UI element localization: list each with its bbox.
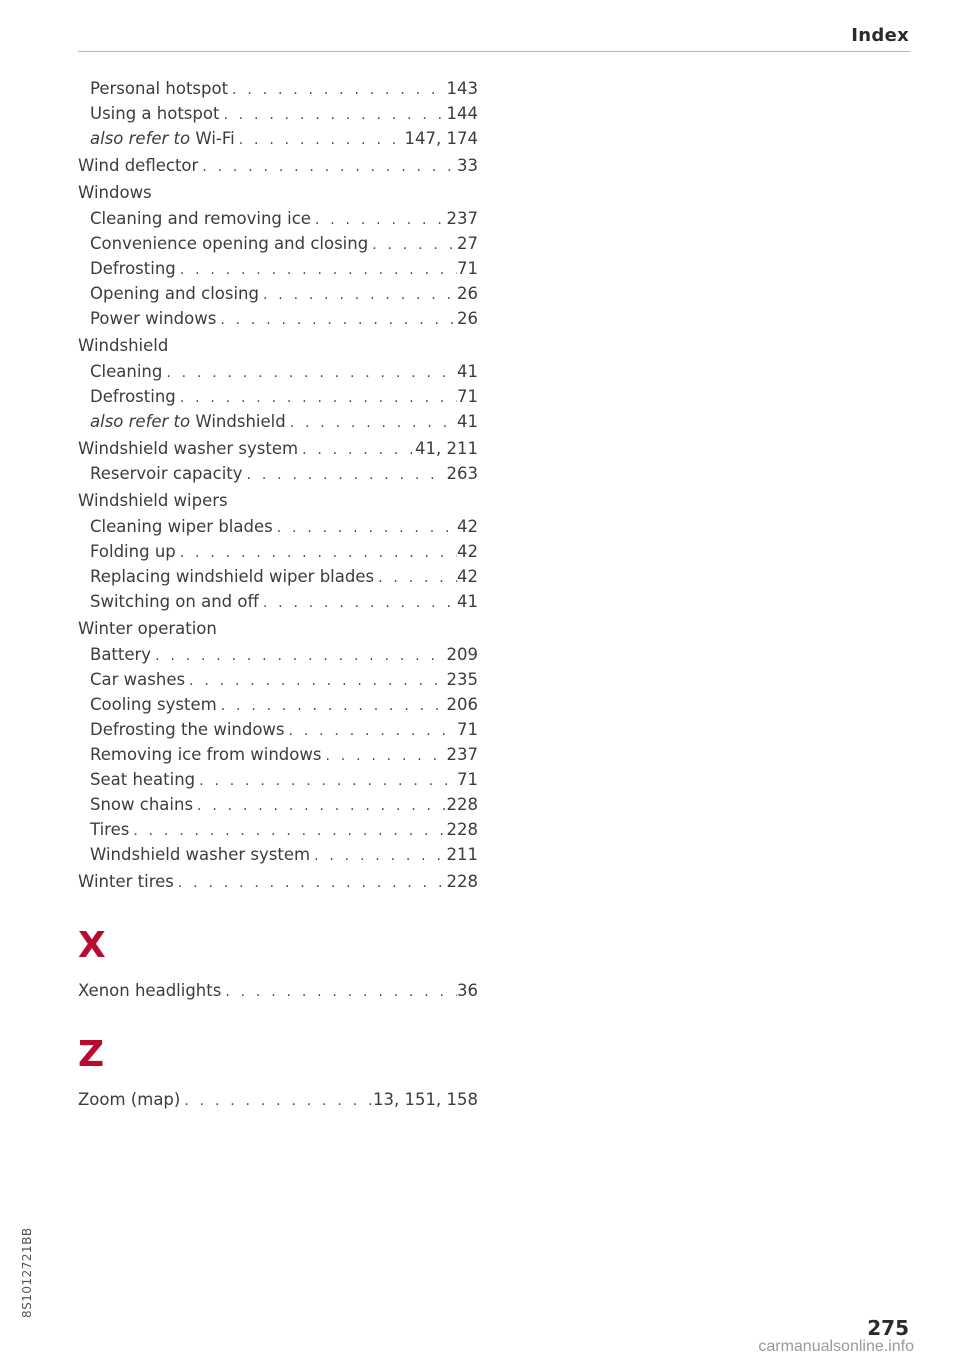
page-reference: 41 bbox=[457, 412, 478, 431]
entry-term-text: Tires bbox=[90, 820, 130, 839]
entry-term-text: Windshield wipers bbox=[78, 491, 228, 510]
section-letter: X bbox=[78, 925, 106, 966]
entry-term-text: Wi-Fi bbox=[195, 129, 235, 148]
entry-term bbox=[90, 539, 176, 564]
page-reference: 33 bbox=[457, 156, 478, 175]
entry-term bbox=[90, 589, 259, 614]
cross-reference-prefix: also refer to bbox=[90, 412, 191, 431]
entry-term-text: Xenon headlights bbox=[78, 981, 222, 1000]
index-entry bbox=[78, 514, 478, 539]
dot-leader bbox=[193, 794, 446, 817]
entry-term-text: Folding up bbox=[90, 542, 176, 561]
entry-term bbox=[90, 792, 193, 817]
entry-term bbox=[90, 231, 368, 256]
dot-leader bbox=[228, 78, 446, 101]
index-entry bbox=[78, 589, 478, 614]
entry-term bbox=[90, 76, 228, 101]
index-heading bbox=[78, 616, 478, 642]
entry-term-text: Personal hotspot bbox=[90, 79, 229, 98]
entry-term-text: Windshield bbox=[78, 336, 169, 355]
page-reference: 237 bbox=[446, 209, 478, 228]
page-reference: 41 bbox=[457, 592, 478, 611]
page-reference: 209 bbox=[446, 645, 478, 664]
entry-term bbox=[90, 842, 310, 867]
page-reference: 237 bbox=[446, 745, 478, 764]
page-reference: 71 bbox=[457, 259, 478, 278]
index-entry bbox=[78, 281, 478, 306]
entry-term-text: Defrosting bbox=[90, 259, 176, 278]
dot-leader bbox=[176, 386, 457, 409]
page-reference: 42 bbox=[457, 517, 478, 536]
entry-term bbox=[78, 869, 174, 894]
index-heading bbox=[78, 488, 478, 514]
page-reference: 26 bbox=[457, 284, 478, 303]
page-reference: 235 bbox=[446, 670, 478, 689]
entry-term-text: Car washes bbox=[90, 670, 186, 689]
page-reference: 211 bbox=[446, 845, 478, 864]
index-entry bbox=[78, 792, 478, 817]
entry-term bbox=[78, 978, 221, 1003]
index-entry bbox=[78, 256, 478, 281]
index-entry bbox=[78, 231, 478, 256]
dot-leader bbox=[176, 258, 457, 281]
entry-term bbox=[78, 1087, 180, 1112]
dot-leader bbox=[311, 208, 447, 231]
entry-term-text: Replacing windshield wiper blades bbox=[90, 567, 375, 586]
index-entry bbox=[78, 717, 478, 742]
entry-term bbox=[90, 306, 216, 331]
section-letter: Z bbox=[78, 1034, 105, 1075]
entry-term bbox=[78, 153, 198, 178]
entry-term-text: Winter operation bbox=[78, 619, 217, 638]
entry-term bbox=[90, 717, 285, 742]
page-reference: 71 bbox=[457, 720, 478, 739]
index-entry bbox=[78, 539, 478, 564]
index-entry bbox=[78, 436, 478, 461]
cross-reference-prefix: also refer to bbox=[90, 129, 191, 148]
entry-term bbox=[90, 206, 311, 231]
entry-term-text: Seat heating bbox=[90, 770, 196, 789]
index-entry bbox=[78, 742, 478, 767]
entry-term bbox=[90, 767, 195, 792]
entry-term-text: Cleaning and removing ice bbox=[90, 209, 311, 228]
entry-term-text: Cleaning bbox=[90, 362, 163, 381]
entry-term-text: Removing ice from windows bbox=[90, 745, 322, 764]
dot-leader bbox=[174, 871, 447, 894]
entry-term bbox=[90, 384, 176, 409]
dot-leader bbox=[198, 155, 457, 178]
dot-leader bbox=[273, 516, 457, 539]
dot-leader bbox=[259, 283, 457, 306]
dot-leader bbox=[221, 980, 457, 1003]
index-heading bbox=[78, 333, 478, 359]
dot-leader bbox=[235, 128, 405, 151]
entry-term-text: Battery bbox=[90, 645, 152, 664]
index-entry bbox=[78, 667, 478, 692]
page-reference: 206 bbox=[446, 695, 478, 714]
entry-term-text: Switching on and off bbox=[90, 592, 259, 611]
dot-leader bbox=[286, 411, 457, 434]
dot-leader bbox=[310, 844, 446, 867]
entry-term-text: Convenience opening and closing bbox=[90, 234, 369, 253]
entry-term bbox=[90, 359, 162, 384]
page-reference: 71 bbox=[457, 387, 478, 406]
index-entry bbox=[78, 101, 478, 126]
page-title: Index bbox=[851, 25, 909, 46]
entry-term-text: Windows bbox=[78, 183, 152, 202]
page-reference: 27 bbox=[457, 234, 478, 253]
page-reference: 147, 174 bbox=[404, 129, 478, 148]
page-reference: 13, 151, 158 bbox=[373, 1090, 478, 1109]
entry-term bbox=[90, 692, 217, 717]
index-entry bbox=[78, 359, 478, 384]
page-reference: 36 bbox=[457, 981, 478, 1000]
entry-term bbox=[90, 642, 151, 667]
index-entry bbox=[78, 817, 478, 842]
index-entry bbox=[78, 869, 478, 894]
entry-term bbox=[78, 616, 217, 642]
entry-term-text: Using a hotspot bbox=[90, 104, 220, 123]
index-entry bbox=[78, 461, 478, 486]
entry-term bbox=[78, 488, 228, 514]
page-reference: 41, 211 bbox=[415, 439, 478, 458]
entry-term bbox=[90, 281, 259, 306]
index-entry bbox=[78, 306, 478, 331]
entry-term bbox=[90, 256, 176, 281]
entry-term bbox=[90, 742, 321, 767]
dot-leader bbox=[176, 541, 457, 564]
entry-term-text: Cleaning wiper blades bbox=[90, 517, 273, 536]
dot-leader bbox=[219, 103, 446, 126]
dot-leader bbox=[162, 361, 457, 384]
page-reference: 42 bbox=[457, 567, 478, 586]
entry-term-text: Defrosting the windows bbox=[90, 720, 285, 739]
index-entry bbox=[78, 767, 478, 792]
entry-term bbox=[90, 514, 273, 539]
page-reference: 71 bbox=[457, 770, 478, 789]
index-entry bbox=[78, 206, 478, 231]
watermark: carmanualsonline.info bbox=[758, 1338, 914, 1355]
dot-leader bbox=[185, 669, 446, 692]
dot-leader bbox=[129, 819, 446, 842]
page-reference: 42 bbox=[457, 542, 478, 561]
index-entry bbox=[78, 564, 478, 589]
index-entry bbox=[78, 76, 478, 101]
entry-term-text: Windshield washer system bbox=[90, 845, 311, 864]
entry-term bbox=[90, 667, 185, 692]
dot-leader bbox=[368, 233, 457, 256]
index-entry bbox=[78, 692, 478, 717]
header-rule bbox=[78, 51, 910, 52]
page-number: 275 bbox=[867, 1316, 909, 1340]
entry-term bbox=[90, 409, 286, 434]
entry-term-text: Snow chains bbox=[90, 795, 194, 814]
dot-leader bbox=[195, 769, 457, 792]
entry-term-text: Cooling system bbox=[90, 695, 217, 714]
entry-term-text: Wind deflector bbox=[78, 156, 199, 175]
dot-leader bbox=[285, 719, 457, 742]
dot-leader bbox=[216, 308, 457, 331]
entry-term bbox=[78, 333, 168, 359]
page-reference: 228 bbox=[446, 872, 478, 891]
dot-leader bbox=[374, 566, 457, 589]
index-entry bbox=[78, 842, 478, 867]
entry-term-text: Opening and closing bbox=[90, 284, 259, 303]
page-reference: 143 bbox=[446, 79, 478, 98]
page-reference: 228 bbox=[446, 795, 478, 814]
index-heading bbox=[78, 180, 478, 206]
dot-leader bbox=[321, 744, 446, 767]
entry-term-text: Zoom (map) bbox=[78, 1090, 181, 1109]
dot-leader bbox=[180, 1089, 373, 1112]
page-reference: 263 bbox=[446, 464, 478, 483]
index-entry bbox=[78, 384, 478, 409]
entry-term bbox=[90, 461, 243, 486]
entry-term-text: Reservoir capacity bbox=[90, 464, 243, 483]
index-entry bbox=[78, 642, 478, 667]
entry-term bbox=[78, 436, 298, 461]
index-column bbox=[78, 76, 478, 1112]
dot-leader bbox=[151, 644, 446, 667]
entry-term-text: Winter tires bbox=[78, 872, 174, 891]
dot-leader bbox=[298, 438, 415, 461]
entry-term bbox=[90, 564, 374, 589]
entry-term bbox=[90, 126, 235, 151]
page-reference: 26 bbox=[457, 309, 478, 328]
entry-term bbox=[90, 817, 129, 842]
entry-term bbox=[78, 180, 152, 206]
index-entry bbox=[78, 153, 478, 178]
document-code: 8S1012721BB bbox=[20, 1227, 34, 1318]
entry-term-text: Defrosting bbox=[90, 387, 176, 406]
entry-term-text: Windshield bbox=[195, 412, 286, 431]
entry-term-text: Windshield washer system bbox=[78, 439, 299, 458]
dot-leader bbox=[217, 694, 447, 717]
index-entry bbox=[78, 126, 478, 151]
dot-leader bbox=[259, 591, 457, 614]
dot-leader bbox=[243, 463, 447, 486]
page-reference: 144 bbox=[446, 104, 478, 123]
entry-term-text: Power windows bbox=[90, 309, 217, 328]
index-entry bbox=[78, 978, 478, 1003]
index-entry bbox=[78, 1087, 478, 1112]
page-reference: 41 bbox=[457, 362, 478, 381]
page-reference: 228 bbox=[446, 820, 478, 839]
index-entry bbox=[78, 409, 478, 434]
entry-term bbox=[90, 101, 219, 126]
